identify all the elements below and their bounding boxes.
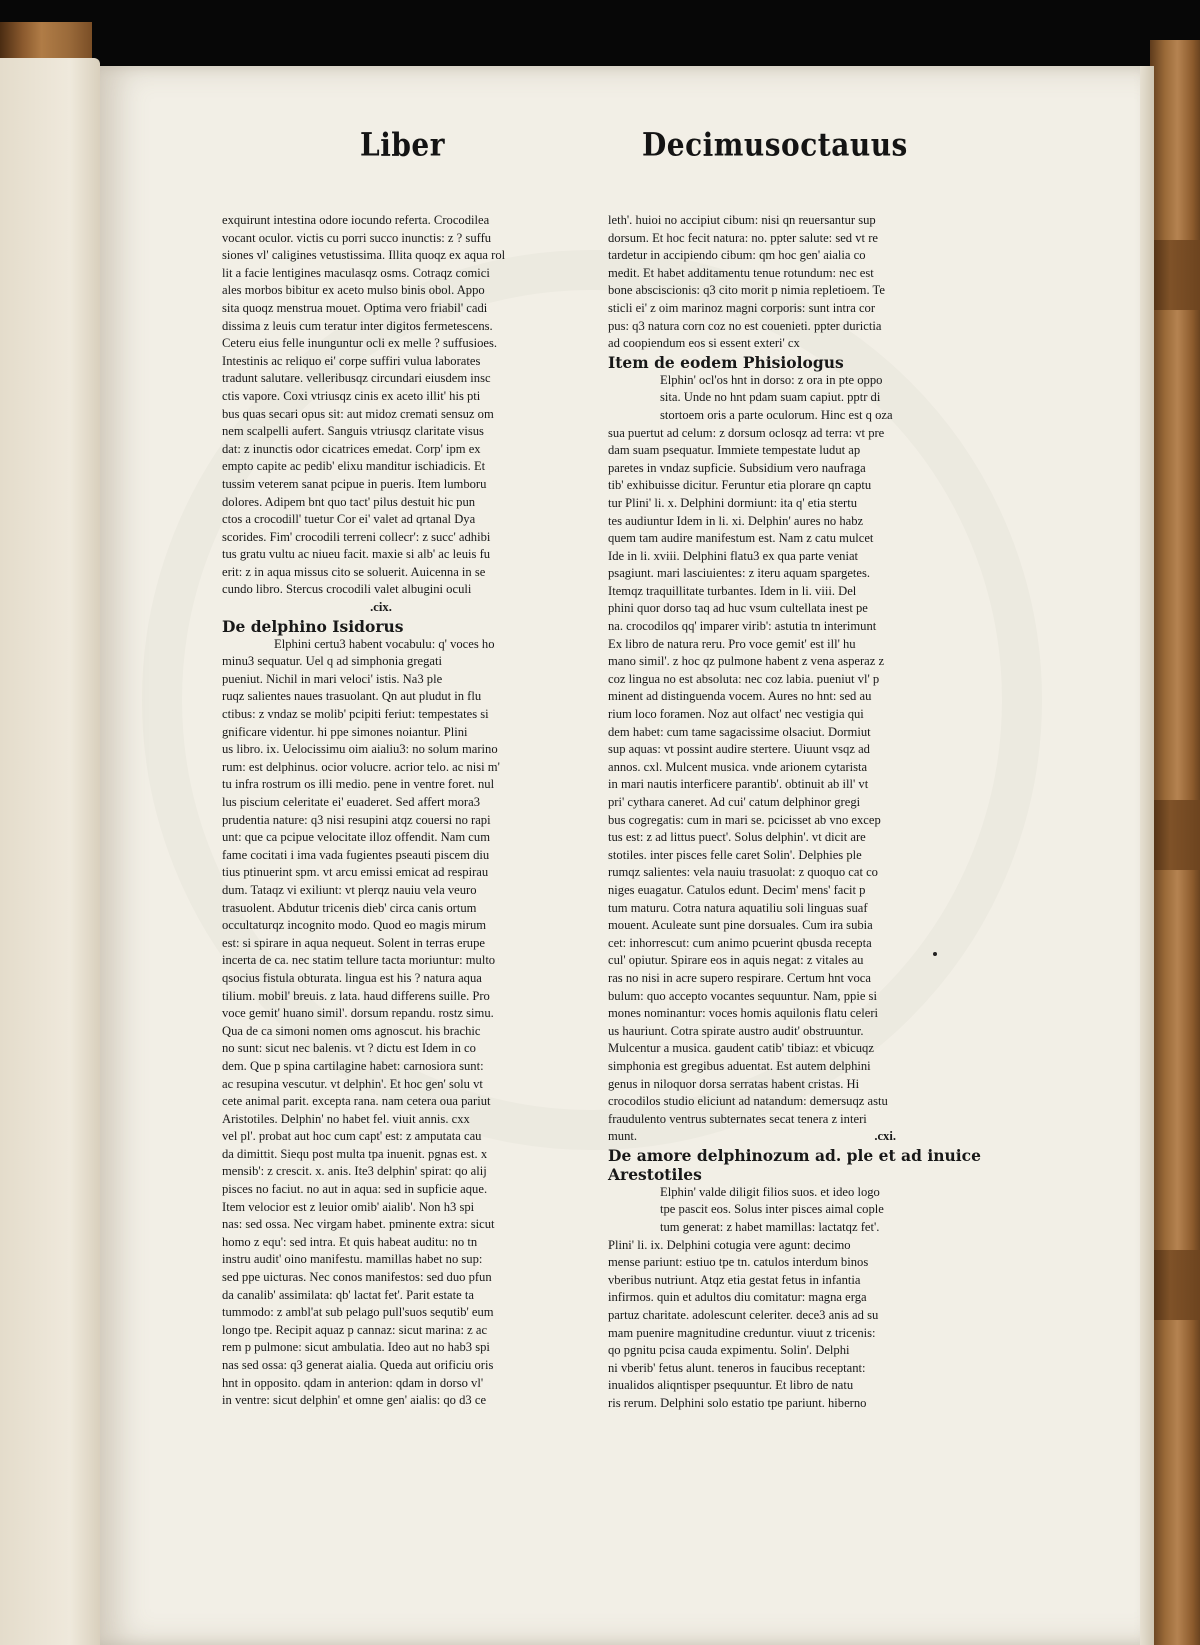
text-line: pus: q3 natura corn coz no est couenieti. ppter durictia [608, 318, 882, 333]
text-line: medit. Et habet additamentu tenue rotundum: nec est [608, 265, 874, 280]
section-heading: De delphino Isidorus [222, 616, 404, 636]
text-line: bus cogregatis: cum in mari se. pcicisset ab vno excep [608, 812, 881, 827]
text-line: tius ptinuerint spm. vt arcu emissi emicat ad respirau [222, 865, 489, 880]
text-line: nas sed ossa: q3 generat aialia. Queda aut orificiu oris [222, 1358, 494, 1372]
running-head-right: Decimusoctauus [642, 125, 908, 164]
text-line: leth'. huioi no accipiut cibum: nisi qn reuersantur sup [608, 213, 876, 227]
text-line: bus quas secari opus sit: aut midoz cremati sensuz om [222, 406, 494, 421]
text-line: sup aquas: vt possint audire stertere. Uiuunt vsqz ad [608, 742, 870, 757]
text-line: sticli ei' z oim marinoz magni corporis: sunt intra cor [608, 300, 876, 315]
text-line: Ceteru eius felle inunguntur ocli ex melle ? suffusioes. [222, 336, 498, 351]
text-line: scorides. Fim' crocodili terreni collecr': z succ' adhibi [222, 529, 491, 544]
text-line: coz lingua no est absoluta: nec coz labia. pueniut vl' p [608, 671, 880, 686]
text-line: quem tam audire manifestum est. Nam z catu mulcet [608, 531, 874, 546]
text-line: Ex libro de natura reru. Pro voce gemit' est ill' hu [608, 636, 856, 651]
text-line: pueniut. Nichil in mari veloci' istis. Na3 ple [222, 671, 443, 686]
text-line: erit: z in aqua missus cito se soluerit. Auicenna in se [222, 564, 486, 579]
text-line: qsocius fistula obturata. lingua est his ? natura aqua [222, 970, 482, 985]
text-line: tardetur in accipiendo cibum: qm hoc gen' aialia co [608, 248, 866, 263]
text-line: ctis vapore. Coxi vtriusqz cinis ex aceto illit' his pti [222, 388, 481, 403]
running-head-left: Liber [360, 125, 445, 164]
text-line: sita quoqz menstrua mouet. Optima vero friabil' cadi [222, 300, 488, 315]
text-line: annos. cxl. Mulcent musica. vnde arionem cytarista [608, 759, 868, 774]
text-line: vberibus nutriunt. Atqz etia gestat fetus in infantia [608, 1272, 861, 1287]
left-page-edge [0, 58, 100, 1645]
text-line: us libro. ix. Uelocissimu oim aialiu3: no solum marino [222, 742, 498, 757]
text-line: ras no nisi in acre supero respirare. Certum hnt voca [608, 970, 871, 985]
text-line: hnt in opposito. qdam in anterion: qdam in dorso vl' [222, 1375, 484, 1390]
text-line: cundo libro. Stercus crocodili valet albugini oculi [222, 582, 472, 597]
text-line: ales morbos bibitur ex aceto mulso binis obol. Appo [222, 283, 485, 298]
text-line: mense pariunt: estiuo tpe tn. catulos interdum binos [608, 1255, 869, 1270]
text-line: tussim veterem sanat pcipue in pueris. Item lumboru [222, 476, 487, 491]
text-line: Itemqz traquillitate turbantes. Idem in li. viii. Del [608, 583, 857, 598]
text-line: ctos a crocodill' tuetur Cor ei' valet ad qrtanal Dya [222, 512, 476, 527]
text-line: rem p pulmone: sicut ambulatia. Ideo aut no hab3 spi [222, 1340, 490, 1355]
text-line: ris rerum. Delphini solo estatio tpe pariunt. hiberno [608, 1396, 867, 1410]
text-line: nem scalpelli aufert. Sanguis vtriusqz claritate visus [222, 424, 484, 439]
text-line: tus est: z ad littus puect'. Solus delphin'. vt dicit are [608, 830, 866, 845]
text-line: Qua de ca simoni nomen oms agnoscut. his brachic [222, 1023, 481, 1038]
text-line: gnificare videntur. hi ppe simones noiantur. Plini [222, 724, 468, 739]
text-line: rium loco foramen. Noz aut olfact' nec vestigia qui [608, 707, 864, 722]
text-line: dem habet: cum tame sagacissime olsaciut. Dormiut [608, 724, 871, 739]
text-line: pri' cythara caneret. Ad cui' catum delphinor gregi [608, 795, 861, 809]
text-line: genus in niloquor dorsa serratas habent cristas. Hi [608, 1076, 860, 1091]
text-line: niges euagatur. Catulos edunt. Decim' mens' facit p [608, 882, 866, 897]
text-line: vel pl'. probat aut hoc cum capt' est: z amputata cau [222, 1129, 482, 1144]
text-line: lus piscium celeritate ei' euaderet. Sed affert mora3 [222, 795, 480, 809]
text-line: na. crocodilos qq' imparer virib': astutia tn interimunt [608, 619, 877, 634]
text-line: stortoem oris a parte oculorum. Hinc est q oza [660, 407, 893, 422]
text-line: no sunt: sicut nec balenis. vt ? dictu est Idem in co [222, 1041, 476, 1056]
text-line: mano simil'. z hoc qz pulmone habent z vena asperaz z [608, 654, 885, 669]
text-line: sita. Unde no hnt pdam suam capiut. pptr di [660, 390, 881, 405]
text-line: minu3 sequatur. Uel q ad simphonia gregati [222, 654, 442, 669]
text-line: lit a facie lentigines maculasqz osms. Cotraqz comici [222, 265, 490, 280]
text-line: mones nominantur: voces homis aquilonis flatu celeri [608, 1006, 879, 1021]
text-line: tes audiuntur Idem in li. xi. Delphin' aures no habz [608, 513, 864, 528]
text-line: dem. Que p spina cartilagine habet: carnosiora sunt: [222, 1058, 484, 1073]
text-line: incerta de ca. nec statim tellure tacta moriuntur: multo [222, 953, 496, 968]
text-line: dam suam psequatur. Immiete tempestate ludut ap [608, 443, 861, 458]
text-line: est: si spirare in aqua nequeut. Solent in terras erupe [222, 935, 485, 950]
text-line: Plini' li. ix. Delphini cotugia vere agunt: decimo [608, 1237, 851, 1252]
text-line: dolores. Adipem bnt quo tact' pilus destuit hic pun [222, 494, 476, 509]
text-line: tu infra rostrum os illi medio. pene in ventre foret. nul [222, 777, 495, 792]
text-line: ruqz salientes naues trasuolant. Qn aut pludut in flu [222, 689, 482, 704]
text-line: dat: z inunctis odor cicatrices emedat. Corp' ipm ex [222, 441, 481, 456]
text-line: vocant oculor. victis cu porri succo inunctis: z ? suffu [222, 230, 492, 245]
left-text-column [222, 212, 540, 1410]
text-line: bulum: quo accepto vocantes sequuntur. Nam, ppie si [608, 988, 877, 1003]
text-line: Item velocior est z leuior omib' aialib'. Non h3 spi [222, 1199, 475, 1214]
text-line: tum generat: z habet mamillas: lactatqz fet'. [660, 1220, 880, 1235]
text-line: cul' opiutur. Spirare eos in aquis negat: z vitales au [608, 953, 864, 968]
text-line: tpe pascit eos. Solus inter pisces aimal cople [660, 1202, 884, 1217]
text-line: tummodo: z ambl'at sub pelago pull'suos sequtib' eum [222, 1305, 494, 1320]
text-line: empto capite ac pedib' elixu manditur ischiadicis. Et [222, 459, 486, 474]
text-line: ctibus: z vndaz se molib' pcipiti feriut: tempestates si [222, 707, 489, 722]
text-line: Ide in li. xviii. Delphini flatu3 ex qua parte veniat [608, 548, 859, 563]
text-line: tum maturu. Cotra natura aquatiliu soli linguas suaf [608, 900, 868, 915]
text-line: ni vberib' fetus alunt. teneros in faucibus receptant: [608, 1360, 866, 1375]
text-line: dissima z leuis cum teratur inter digitos fermetescens. [222, 318, 493, 333]
text-line: tradunt salutare. velleribusqz circundari eiusdem insc [222, 371, 491, 386]
text-line: ad coopiendum eos si essent exteri' cx [608, 336, 800, 351]
text-line: sed ppe uicturas. Nec conos manifestos: sed duo pfun [222, 1270, 492, 1285]
text-line: sua puertut ad celum: z dorsum oclosqz ad terra: vt pre [608, 425, 885, 440]
text-line: pisces no faciut. no aut in aqua: sed in supficie aque. [222, 1182, 488, 1197]
text-line: prudentia nature: q3 nisi resupini atqz couersi no rapi [222, 812, 491, 827]
text-line: ac resupina vescutur. vt delphin'. Et hoc gen' solu vt [222, 1076, 483, 1091]
right-leather-binding [1150, 40, 1200, 1645]
text-line: da canalib' assimilata: qb' lactat fet'. Parit estate ta [222, 1287, 474, 1302]
text-line: tus gratu vultu ac niueu facit. maxie si alb' ac leuis fu [222, 547, 491, 562]
text-line: occultaturqz incognito modo. Quod eo magis mirum [222, 918, 487, 933]
text-line: tur Plini' li. x. Delphini dormiunt: ita q' etia stertu [608, 495, 858, 510]
text-line: paretes in vndaz supficie. Subsidium vero naufraga [608, 460, 866, 475]
binding-band [1150, 800, 1200, 870]
text-line: mouent. Aculeate sunt pine dorsuales. Cum ira subia [608, 918, 873, 933]
section-heading: Item de eodem Phisiologus [608, 352, 844, 372]
text-line: rum: est delphinus. ocior volucre. acrior telo. ac nisi m' [222, 759, 500, 774]
text-line: trasuolent. Abdutur tricenis dieb' circa canis ortum [222, 900, 477, 915]
text-line: partuz charitate. adolescunt celeriter. dece3 anis ad su [608, 1308, 879, 1323]
text-line: longo tpe. Recipit aquaz p cannaz: sicut marina: z ac [222, 1322, 488, 1337]
text-line: in mari nautis interficere parantib'. obtinuit ab ill' vt [608, 777, 869, 792]
text-line: Elphin' ocl'os hnt in dorso: z ora in pte oppo [660, 372, 883, 387]
text-line: rumqz salientes: vela nauiu trasuolat: z quoquo cat co [608, 865, 878, 880]
text-line: voce gemit' huano simil'. dorsum repandu. rostz simu. [222, 1006, 494, 1021]
text-line: tib' exhibuisse dicitur. Feruntur etia plorare qn captu [608, 478, 872, 493]
text-line: psagiunt. mari lasciuientes: z iteru aquam spargetes. [608, 566, 871, 581]
section-heading: De amore delphinozum ad. ple et ad inuice [608, 1145, 981, 1165]
text-line: Intestinis ac reliquo ei' corpe suffiri vulua laborates [222, 353, 481, 368]
text-line: infirmos. quin et adultos diu comitatur: magna erga [608, 1290, 867, 1305]
text-line: phini quor dorso taq ad huc vsum cultellata inest pe [608, 601, 868, 616]
text-line: fame cocitati i ima vada fugientes pseauti piscem diu [222, 847, 490, 862]
ink-dot [933, 952, 937, 956]
text-line: stotiles. inter pisces felle caret Solin'. Delphies ple [608, 847, 862, 862]
chapter-number: .cxi. [874, 1129, 896, 1144]
right-text-column [608, 212, 981, 1413]
text-line: siones vl' caligines vetustissima. Illita quoqz ex aqua rol [222, 248, 506, 263]
text-line: simphonia est gregibus aduentat. Est autem delphini [608, 1058, 871, 1073]
text-line: crocodilos studio eliciunt ad natandum: demersuqz astu [608, 1094, 888, 1109]
text-line: us hauriunt. Cotra spirate austro audit' obstruuntur. [608, 1023, 864, 1038]
text-line: tilium. mobil' breuis. z lata. haud differens suille. Pro [222, 988, 490, 1003]
text-line: fraudulento ventrus subternates secat tenera z interi [608, 1111, 867, 1126]
text-line: bone absciscionis: q3 cito morit p nimia repletioem. Te [608, 283, 885, 298]
text-line: in ventre: sicut delphin' et omne gen' aialis: qo d3 ce [222, 1393, 487, 1408]
text-line: minent ad distinguenda vocem. Aures no hnt: sed au [608, 689, 872, 704]
text-line: Elphin' valde diligit filios suos. et ideo logo [660, 1184, 880, 1199]
text-line: da dimittit. Siequ post multa tpa inuenit. pgnas est. x [222, 1146, 488, 1161]
text-line: nas: sed ossa. Nec virgam habet. pminente extra: sicut [222, 1217, 495, 1232]
text-line: Elphini certu3 habent vocabulu: q' voces ho [274, 636, 495, 651]
text-line: dorsum. Et hoc fecit natura: no. ppter salute: sed vt re [608, 230, 878, 245]
text-line: homo z equ': sed intra. Et quis habeat auditu: no tn [222, 1234, 478, 1249]
text-line: mam puenire magnitudine creduntur. viuut z tricenis: [608, 1325, 876, 1340]
text-line: instru audit' oino manifestu. mamillas habet no sup: [222, 1252, 483, 1267]
page-fore-edge [1140, 66, 1154, 1645]
text-line: mensib': z crescit. x. anis. Ite3 delphin' spirat: qo alij [222, 1164, 487, 1179]
text-line: inualidos aliqntisper psequuntur. Et libro de natu [608, 1378, 854, 1393]
text-line: cet: inhorrescut: cum animo pcuerint qbusda recepta [608, 935, 872, 950]
text-line: cete animal parit. excepta rana. nam cetera oua pariut [222, 1094, 491, 1109]
binding-band [1150, 240, 1200, 310]
text-line: munt. [608, 1129, 638, 1144]
chapter-number: .cix. [370, 600, 392, 615]
text-line: unt: que ca pcipue velocitate illoz offendit. Nam cum [222, 830, 490, 845]
text-line: Mulcentur a musica. gaudent catib' tibiaz: et vbicuqz [608, 1041, 874, 1056]
binding-band [1150, 1250, 1200, 1320]
section-heading: Arestotiles [608, 1164, 702, 1184]
text-line: exquirunt intestina odore iocundo referta. Crocodilea [222, 213, 490, 227]
text-line [608, 1128, 926, 1146]
text-line: dum. Tataqz vi exiliunt: vt plerqz nauiu vela veuro [222, 882, 477, 897]
text-line: qo pgnitu pcisa cauda expimentu. Solin'. Delphi [608, 1343, 850, 1358]
text-line: Aristotiles. Delphin' no habet fel. viuit annis. cxx [222, 1111, 470, 1126]
